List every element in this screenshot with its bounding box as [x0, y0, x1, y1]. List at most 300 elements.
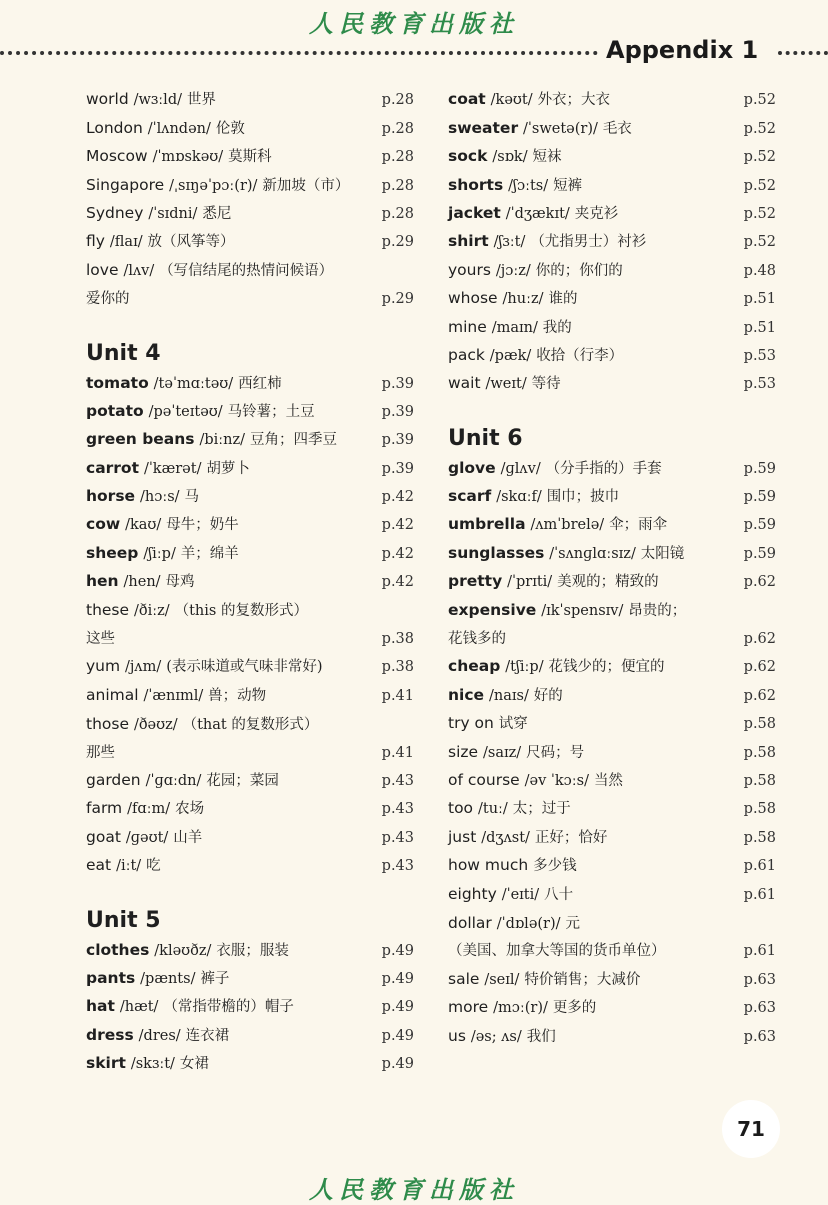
chinese-meaning: 八十 — [544, 886, 574, 903]
pronunciation: /kləʊðz/ — [154, 942, 212, 959]
vocab-word: pants — [86, 968, 136, 987]
vocab-word: whose — [448, 289, 498, 308]
pronunciation: /skɜːt/ — [130, 1056, 175, 1073]
vocab-entry — [448, 454, 776, 482]
vocabulary-column-left — [86, 86, 414, 1078]
page-reference: p.61 — [743, 886, 776, 903]
vocab-entry — [448, 994, 776, 1022]
unit-heading: Unit 4 — [86, 341, 161, 367]
publisher-logo-top: 人民教育出版社 — [309, 9, 519, 38]
vocab-entry — [448, 1022, 776, 1050]
pronunciation: /tʃiːp/ — [505, 659, 544, 676]
vocab-entry — [86, 852, 414, 880]
pronunciation: /ˈdɒlə(r)/ — [496, 915, 561, 932]
vocab-word: jacket — [448, 203, 501, 222]
page-reference: p.42 — [381, 545, 414, 562]
pronunciation: /kaʊ/ — [125, 517, 162, 534]
chinese-meaning: 放（风筝等） — [147, 234, 235, 251]
pronunciation: /mɔː(r)/ — [493, 1000, 548, 1017]
pronunciation: /hæt/ — [119, 999, 159, 1016]
chinese-meaning: （this 的复数形式） — [174, 603, 308, 620]
vocab-word: dollar — [448, 913, 492, 932]
vocab-word: shorts — [448, 175, 504, 194]
page-title: Appendix 1 — [606, 36, 759, 64]
vocab-word: coat — [448, 90, 486, 109]
vocab-word: sheep — [86, 543, 139, 562]
pronunciation: /flaɪ/ — [109, 234, 143, 251]
page-reference: p.52 — [743, 120, 776, 137]
vocab-entry — [86, 369, 414, 397]
vocab-word: London — [86, 118, 143, 137]
vocab-word: yours — [448, 260, 491, 279]
vocab-entry — [86, 965, 414, 993]
vocab-entry — [448, 738, 776, 766]
pronunciation: /ʃɔːts/ — [508, 177, 549, 194]
chinese-meaning: 裤子 — [200, 970, 230, 987]
vocab-word: tomato — [86, 373, 149, 392]
vocab-word: cow — [86, 515, 121, 534]
vocab-word: sunglasses — [448, 543, 545, 562]
chinese-meaning: 谁的 — [548, 291, 578, 308]
page-reference: p.51 — [743, 319, 776, 336]
pronunciation: /ɡəʊt/ — [125, 829, 169, 846]
header-dotted-rule-left — [0, 51, 598, 55]
pronunciation: /naɪs/ — [489, 687, 529, 704]
pronunciation: /ˈdʒækɪt/ — [505, 205, 570, 222]
page-reference: p.48 — [743, 262, 776, 279]
chinese-meaning: 羊；绵羊 — [180, 545, 239, 562]
chinese-meaning: 短裤 — [553, 177, 583, 194]
page-reference: p.58 — [743, 772, 776, 789]
pronunciation: /pəˈteɪtəʊ/ — [148, 403, 223, 420]
pronunciation: /ɡlʌv/ — [500, 460, 541, 477]
unit-heading: Unit 5 — [86, 908, 161, 934]
pronunciation: /ɪkˈspensɪv/ — [541, 603, 624, 620]
vocab-entry — [448, 171, 776, 199]
vocab-word: Moscow — [86, 147, 148, 166]
vocab-word: skirt — [86, 1054, 126, 1073]
vocab-entry — [86, 568, 414, 596]
page-reference: p.28 — [381, 205, 414, 222]
vocab-entry — [86, 483, 414, 511]
chinese-meaning: (表示味道或气味非常好) — [166, 659, 323, 676]
chinese-meaning: 我的 — [542, 319, 572, 336]
vocab-word: world — [86, 90, 129, 109]
pronunciation: /hen/ — [123, 574, 161, 591]
vocab-entry — [86, 823, 414, 851]
vocab-entry — [448, 880, 776, 908]
chinese-meaning: 农场 — [175, 801, 205, 818]
vocab-word: expensive — [448, 601, 537, 620]
chinese-meaning: 更多的 — [552, 1000, 597, 1017]
vocab-entry — [448, 909, 776, 966]
vocab-entry — [448, 256, 776, 284]
chinese-meaning: 母鸡 — [165, 574, 195, 591]
chinese-meaning-continued: 这些 — [86, 631, 115, 648]
chinese-meaning: 胡萝卜 — [206, 460, 250, 477]
vocab-entry — [86, 767, 414, 795]
chinese-meaning: 美观的；精致的 — [557, 574, 659, 591]
chinese-meaning: 莫斯科 — [228, 149, 272, 166]
pronunciation: /lʌv/ — [123, 263, 155, 280]
vocab-word: cheap — [448, 657, 501, 676]
vocab-entry — [86, 171, 414, 199]
pronunciation: /hɔːs/ — [140, 489, 180, 506]
vocab-entry — [448, 285, 776, 313]
chinese-meaning: 试穿 — [498, 716, 528, 733]
page-reference: p.42 — [381, 489, 414, 506]
pronunciation: /ˈkærət/ — [143, 460, 202, 477]
vocab-word: size — [448, 742, 479, 761]
page-reference: p.59 — [743, 460, 776, 477]
pronunciation: /wɜːld/ — [133, 92, 182, 109]
vocab-entry — [448, 681, 776, 709]
vocab-word: those — [86, 714, 129, 733]
chinese-meaning: （尤指男士）衬衫 — [530, 234, 647, 251]
page-reference: p.39 — [381, 403, 414, 420]
page-reference: p.59 — [743, 517, 776, 534]
page-reference: p.43 — [381, 858, 414, 875]
vocab-entry — [448, 143, 776, 171]
page-reference: p.62 — [743, 574, 776, 591]
vocab-word: us — [448, 1026, 466, 1045]
page-reference: p.59 — [743, 489, 776, 506]
vocab-entry — [86, 993, 414, 1021]
page-reference: p.62 — [743, 659, 776, 676]
vocab-word: umbrella — [448, 515, 526, 534]
page-reference: p.52 — [743, 205, 776, 222]
chinese-meaning: 尺码；号 — [526, 744, 585, 761]
chinese-meaning-continued: 爱你的 — [86, 291, 130, 308]
vocab-word: too — [448, 799, 474, 818]
chinese-meaning: 花钱少的；便宜的 — [548, 659, 665, 676]
pronunciation: /jʌm/ — [125, 659, 162, 676]
page-reference: p.52 — [743, 92, 776, 109]
page-reference: p.43 — [381, 829, 414, 846]
page-reference: p.43 — [381, 772, 414, 789]
chinese-meaning: （写信结尾的热情问候语） — [159, 263, 334, 280]
chinese-meaning: （常指带檐的）帽子 — [163, 999, 294, 1016]
pronunciation: /təˈmɑːtəʊ/ — [153, 375, 234, 392]
page-reference: p.61 — [743, 858, 776, 875]
page-reference: p.42 — [381, 574, 414, 591]
page-reference: p.62 — [743, 631, 776, 648]
chinese-meaning: 太阳镜 — [640, 545, 685, 562]
vocab-word: sale — [448, 969, 480, 988]
page-reference: p.28 — [381, 149, 414, 166]
page-reference: p.62 — [743, 687, 776, 704]
page-reference: p.63 — [743, 971, 776, 988]
vocabulary-column-right — [448, 86, 776, 1051]
vocab-entry — [448, 539, 776, 567]
pronunciation: /pænts/ — [140, 970, 196, 987]
chinese-meaning: 我们 — [526, 1028, 556, 1045]
page-reference: p.52 — [743, 177, 776, 194]
chinese-meaning: 伞；雨伞 — [609, 517, 668, 534]
chinese-meaning: 昂贵的； — [628, 603, 687, 620]
unit-heading: Unit 6 — [448, 426, 523, 452]
chinese-meaning: 正好；恰好 — [534, 829, 608, 846]
vocab-entry — [86, 398, 414, 426]
vocab-word: yum — [86, 657, 121, 676]
pronunciation: /ʃɜːt/ — [493, 234, 526, 251]
vocab-word: fly — [86, 232, 105, 251]
page-reference: p.28 — [381, 120, 414, 137]
pronunciation: /maɪn/ — [491, 319, 538, 336]
vocab-word: just — [448, 827, 477, 846]
chinese-meaning: 连衣裙 — [185, 1027, 230, 1044]
pronunciation: /iːt/ — [116, 858, 142, 875]
pronunciation: /skɑːf/ — [496, 489, 542, 506]
page-reference: p.63 — [743, 1000, 776, 1017]
vocab-entry — [86, 1050, 414, 1078]
pronunciation: /ˈswetə(r)/ — [523, 120, 598, 137]
pronunciation: /kəʊt/ — [490, 92, 533, 109]
vocab-word: farm — [86, 799, 123, 818]
chinese-meaning: 等待 — [531, 376, 561, 393]
vocab-word: animal — [86, 685, 139, 704]
vocab-word: clothes — [86, 940, 150, 959]
vocab-entry — [448, 596, 776, 653]
vocab-word: pretty — [448, 572, 503, 591]
chinese-meaning: 悉尼 — [202, 205, 232, 222]
pronunciation: /ˈmɒskəʊ/ — [152, 149, 224, 166]
vocab-word: glove — [448, 458, 496, 477]
vocab-word: scarf — [448, 487, 492, 506]
vocab-entry — [86, 256, 414, 313]
page-reference: p.52 — [743, 234, 776, 251]
page-reference: p.58 — [743, 716, 776, 733]
pronunciation: /huːz/ — [502, 291, 544, 308]
vocab-word: sock — [448, 147, 488, 166]
page-reference: p.29 — [381, 234, 414, 251]
vocab-entry — [448, 483, 776, 511]
vocab-entry — [86, 936, 414, 964]
chinese-meaning: 当然 — [593, 772, 623, 789]
page-reference: p.59 — [743, 545, 776, 562]
chinese-meaning: 马铃薯；土豆 — [227, 403, 315, 420]
vocab-word: Sydney — [86, 203, 144, 222]
vocab-entry — [448, 852, 776, 880]
page-reference: p.29 — [381, 291, 414, 308]
chinese-meaning: 特价销售；大减价 — [524, 971, 641, 988]
pronunciation: /ˈɡɑːdn/ — [145, 772, 202, 789]
chinese-meaning: 女裙 — [179, 1056, 209, 1073]
pronunciation: /ðəʊz/ — [133, 716, 178, 733]
vocab-word: hen — [86, 572, 119, 591]
chinese-meaning: 新加坡（市） — [262, 177, 350, 194]
chinese-meaning: 吃 — [146, 858, 161, 875]
pronunciation: /ˈænɪml/ — [143, 687, 204, 704]
page-reference: p.39 — [381, 432, 414, 449]
chinese-meaning: 世界 — [186, 92, 216, 109]
page-reference: p.42 — [381, 517, 414, 534]
page-reference: p.49 — [381, 1056, 414, 1073]
pronunciation: /weɪt/ — [485, 376, 527, 393]
pronunciation: /biːnz/ — [199, 432, 246, 449]
chinese-meaning: 元 — [565, 915, 580, 932]
vocab-entry — [86, 454, 414, 482]
vocab-entry — [86, 426, 414, 454]
vocab-entry — [86, 653, 414, 681]
pronunciation: /ʌmˈbrelə/ — [530, 517, 605, 534]
vocab-entry — [86, 681, 414, 709]
vocab-entry — [448, 767, 776, 795]
vocab-word: wait — [448, 374, 481, 393]
chinese-meaning: 你的；你们的 — [535, 262, 623, 279]
chinese-meaning: （分手指的）手套 — [545, 460, 662, 477]
chinese-meaning: 西红柿 — [238, 375, 282, 392]
page-reference: p.53 — [743, 347, 776, 364]
vocab-entry — [86, 1021, 414, 1049]
vocab-entry — [86, 539, 414, 567]
vocab-word: potato — [86, 401, 144, 420]
vocab-entry — [86, 200, 414, 228]
appendix-header — [0, 38, 828, 68]
page-reference: p.58 — [743, 744, 776, 761]
pronunciation: /tuː/ — [477, 801, 508, 818]
chinese-meaning: 伦敦 — [215, 120, 245, 137]
page-reference: p.39 — [381, 460, 414, 477]
chinese-meaning: 围巾；披巾 — [546, 489, 620, 506]
vocab-entry — [86, 143, 414, 171]
vocab-entry — [86, 795, 414, 823]
vocab-word: carrot — [86, 458, 139, 477]
pronunciation: /pæk/ — [489, 347, 532, 364]
chinese-meaning: 豆角；四季豆 — [249, 432, 337, 449]
page-number: 71 — [722, 1100, 780, 1158]
chinese-meaning: （that 的复数形式） — [182, 716, 319, 733]
page-reference: p.58 — [743, 801, 776, 818]
header-dotted-rule-right — [778, 51, 828, 55]
page-reference: p.38 — [381, 631, 414, 648]
page-reference: p.39 — [381, 375, 414, 392]
vocab-word: eat — [86, 856, 112, 875]
pronunciation: /əs; ʌs/ — [470, 1028, 522, 1045]
page-reference: p.61 — [743, 943, 776, 960]
chinese-meaning: 衣服；服装 — [216, 942, 289, 959]
chinese-meaning: 山羊 — [173, 829, 203, 846]
pronunciation: /ðiːz/ — [134, 603, 170, 620]
pronunciation: /ˈeɪti/ — [501, 886, 540, 903]
page-reference: p.49 — [381, 999, 414, 1016]
pronunciation: /əv ˈkɔːs/ — [524, 772, 589, 789]
pronunciation: /dres/ — [138, 1027, 181, 1044]
chinese-meaning: 母牛；奶牛 — [166, 517, 239, 534]
page-reference: p.49 — [381, 1027, 414, 1044]
vocab-word: shirt — [448, 232, 489, 251]
pronunciation: /saɪz/ — [483, 744, 522, 761]
vocab-word: hat — [86, 997, 115, 1016]
vocab-entry — [448, 568, 776, 596]
vocab-word: eighty — [448, 884, 497, 903]
vocab-word: Singapore — [86, 175, 165, 194]
vocab-entry — [448, 342, 776, 370]
vocab-word: these — [86, 601, 130, 620]
vocab-word: of course — [448, 770, 520, 789]
vocab-entry — [448, 511, 776, 539]
page-reference: p.58 — [743, 829, 776, 846]
chinese-meaning: 好的 — [533, 687, 563, 704]
pronunciation: /ˈsʌnɡlɑːsɪz/ — [549, 545, 636, 562]
chinese-meaning-continued: 花钱多的 — [448, 631, 506, 648]
page-reference: p.41 — [381, 744, 414, 761]
page-reference: p.28 — [381, 92, 414, 109]
chinese-meaning: 马 — [184, 489, 200, 506]
pronunciation: /fɑːm/ — [127, 801, 171, 818]
vocab-entry — [448, 710, 776, 738]
chinese-meaning: 兽；动物 — [208, 687, 267, 704]
vocab-word: green beans — [86, 430, 195, 449]
vocab-entry — [448, 823, 776, 851]
vocab-entry — [86, 511, 414, 539]
vocab-word: sweater — [448, 118, 519, 137]
vocab-word: garden — [86, 770, 141, 789]
vocab-word: dress — [86, 1025, 134, 1044]
chinese-meaning: 毛衣 — [602, 120, 632, 137]
vocab-word: mine — [448, 317, 487, 336]
page-reference: p.28 — [381, 177, 414, 194]
vocab-entry — [448, 653, 776, 681]
pronunciation: /jɔːz/ — [495, 262, 531, 279]
vocab-entry — [448, 228, 776, 256]
page-reference: p.41 — [381, 687, 414, 704]
chinese-meaning-continued: （美国、加拿大等国的货币单位） — [448, 943, 666, 960]
vocab-entry — [86, 596, 414, 653]
page-reference: p.51 — [743, 291, 776, 308]
pronunciation: /seɪl/ — [484, 971, 520, 988]
pronunciation: /sɒk/ — [492, 149, 528, 166]
vocab-entry — [448, 370, 776, 398]
vocab-entry — [448, 795, 776, 823]
pronunciation: /ˈsɪdni/ — [148, 205, 198, 222]
vocab-word: how much — [448, 856, 529, 875]
chinese-meaning: 外衣；大衣 — [537, 92, 611, 109]
vocab-entry — [448, 200, 776, 228]
chinese-meaning: 多少钱 — [533, 858, 577, 875]
chinese-meaning: 太；过于 — [512, 801, 571, 818]
pronunciation: /ˈlʌndən/ — [147, 120, 211, 137]
chinese-meaning: 花园；菜园 — [206, 772, 279, 789]
page-reference: p.52 — [743, 149, 776, 166]
page-reference: p.63 — [743, 1028, 776, 1045]
chinese-meaning: 夹克衫 — [574, 205, 619, 222]
pronunciation: /dʒʌst/ — [481, 829, 530, 846]
vocab-entry — [448, 965, 776, 993]
vocab-entry — [448, 114, 776, 142]
vocab-word: pack — [448, 345, 485, 364]
chinese-meaning: 收拾（行李） — [536, 347, 624, 364]
chinese-meaning-continued: 那些 — [86, 744, 115, 761]
vocab-entry — [86, 710, 414, 767]
publisher-logo-bottom: 人民教育出版社 — [309, 1175, 519, 1204]
pronunciation: /ʃiːp/ — [143, 545, 176, 562]
vocab-entry — [448, 86, 776, 114]
vocab-entry — [448, 313, 776, 341]
vocab-word: more — [448, 998, 489, 1017]
vocab-word: horse — [86, 487, 136, 506]
vocab-word: try on — [448, 714, 494, 733]
vocab-entry — [86, 86, 414, 114]
chinese-meaning: 短袜 — [532, 149, 562, 166]
vocab-entry — [86, 228, 414, 256]
page-reference: p.53 — [743, 376, 776, 393]
pronunciation: /ˈprɪti/ — [507, 574, 553, 591]
vocab-word: love — [86, 261, 119, 280]
page-reference: p.38 — [381, 659, 414, 676]
page-reference: p.49 — [381, 970, 414, 987]
page-reference: p.49 — [381, 942, 414, 959]
